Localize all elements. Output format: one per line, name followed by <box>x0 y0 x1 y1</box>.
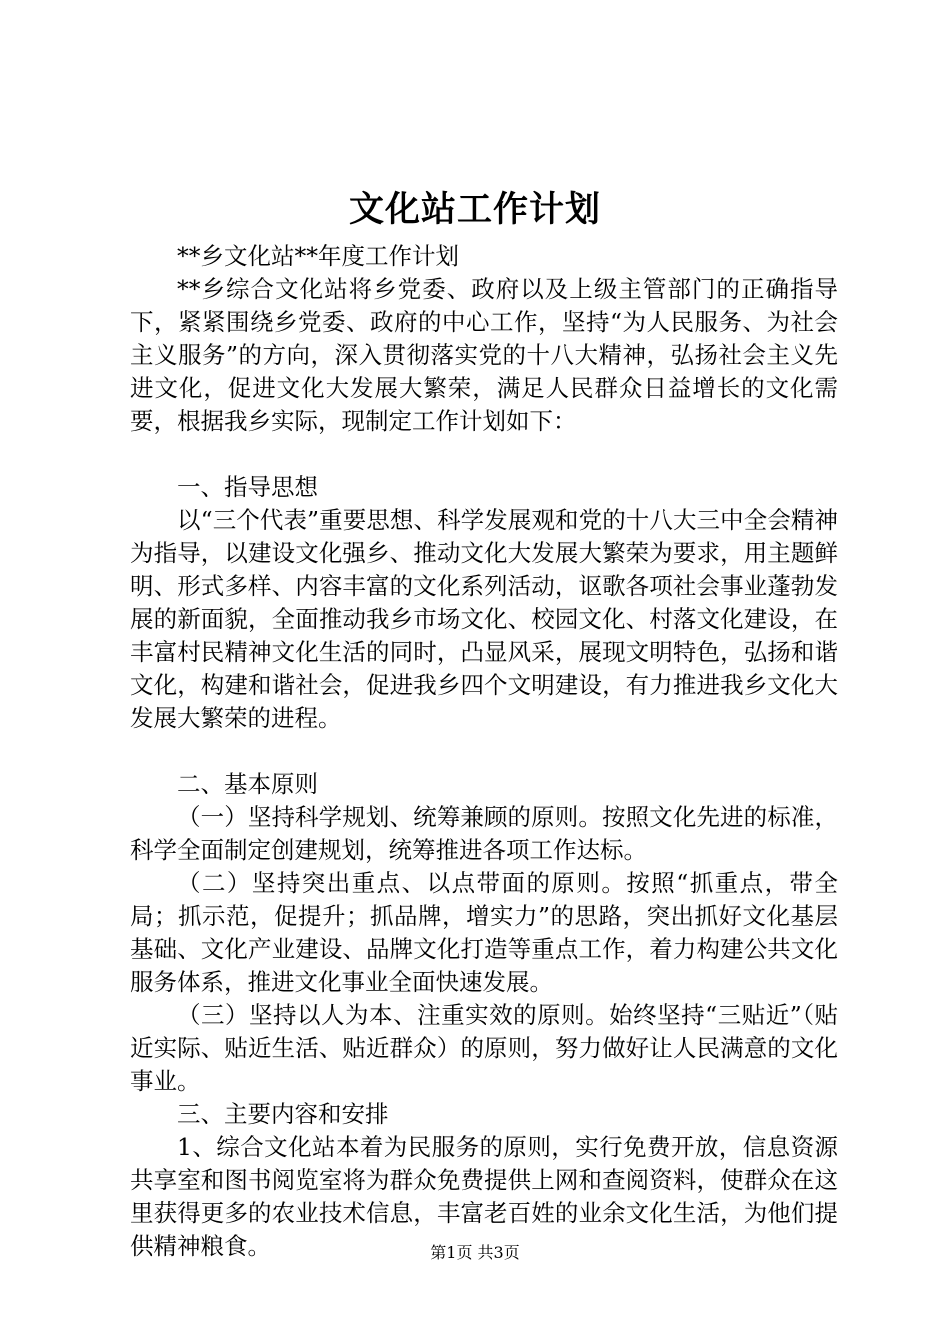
intro-paragraph: **乡综合文化站将乡党委、政府以及上级主管部门的正确指导下，紧紧围绕乡党委、政府的中心工作，坚持“为人民服务、为社会主义服务”的方向，深入贯彻落实党的十八大精神，弘扬社会主义先进文化，促进文化大发展大繁荣，满足人民群众日益增长的文化需要，根据我乡实际，现制定工作计划如下： <box>130 275 838 435</box>
section-heading-main-content: 三、主要内容和安排 <box>177 1100 389 1128</box>
guiding-ideology-paragraph: 以“三个代表”重要思想、科学发展观和党的十八大三中全会精神为指导，以建设文化强乡、推动文化大发展大繁荣为要求，用主题鲜明、形式多样、内容丰富的文化系列活动，讴歌各项社会事业蓬勃发展的新面貌，全面推动我乡市场文化、校园文化、村落文化建设，在丰富村民精神文化生活的同时，凸显风采，展现文明特色，弘扬和谐文化，构建和谐社会，促进我乡四个文明建设，有力推进我乡文化大发展大繁荣的进程。 <box>130 506 838 732</box>
page-footer: 第1页 共3页 <box>430 1243 520 1262</box>
document-title: 文化站工作计划 <box>348 189 601 230</box>
content-item-1-paragraph: 1、综合文化站本着为民服务的原则，实行免费开放，信息资源共享室和图书阅览室将为群众免费提供上网和查阅资料，使群众在这里获得更多的农业技术信息，丰富老百姓的业余文化生活，为他们提供精神粮食。 <box>130 1133 838 1260</box>
document-body <box>130 240 838 1263</box>
principle-1-paragraph: （一）坚持科学规划、统筹兼顾的原则。按照文化先进的标准，科学全面制定创建规划，统筹推进各项工作达标。 <box>130 803 838 864</box>
principle-3-paragraph: （三）坚持以人为本、注重实效的原则。始终坚持“三贴近”（贴近实际、贴近生活、贴近群众）的原则，努力做好让人民满意的文化事业。 <box>130 1001 838 1095</box>
subtitle-paragraph: **乡文化站**年度工作计划 <box>177 242 459 270</box>
principle-2-paragraph: （二）坚持突出重点、以点带面的原则。按照“抓重点，带全局；抓示范，促提升；抓品牌，增实力”的思路，突出抓好文化基层基础、文化产业建设、品牌文化打造等重点工作，着力构建公共文化服务体系，推进文化事业全面快速发展。 <box>130 869 838 996</box>
section-heading-basic-principles: 二、基本原则 <box>177 770 318 798</box>
section-heading-guiding-ideology: 一、指导思想 <box>177 473 318 501</box>
